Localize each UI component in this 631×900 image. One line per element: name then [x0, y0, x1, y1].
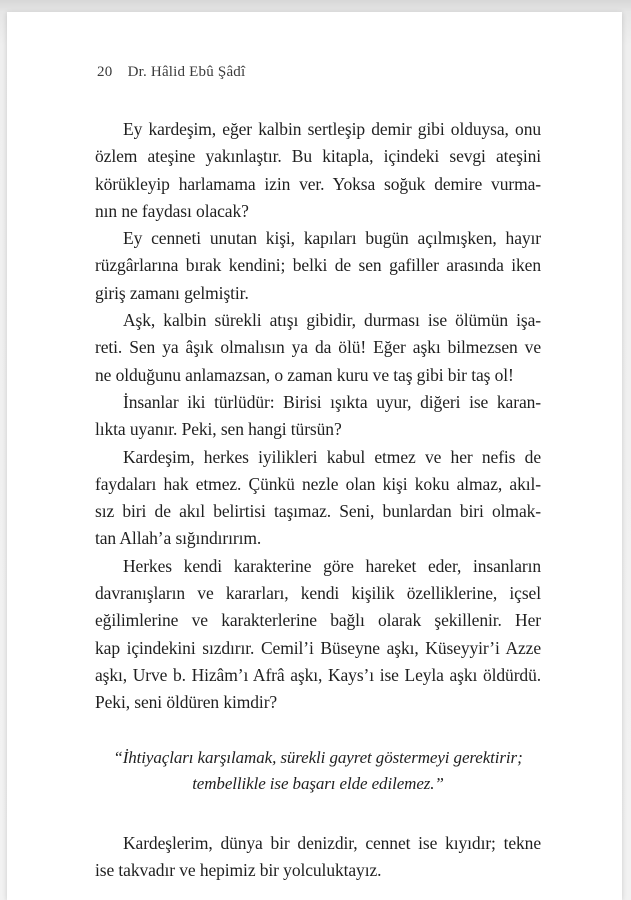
body-text — [95, 116, 541, 884]
book-page — [7, 12, 622, 900]
text-line: sız biri de akıl belirtisi taşımaz. Seni, bunlardan biri olmak- — [95, 501, 541, 522]
text-line: aşkı, Urve b. Hizâm’ı Afrâ aşkı, Kays’ı ise Leyla aşkı öldürdü. — [95, 664, 541, 685]
text-line: özlem ateşine yakınlaştır. Bu kitapla, içindeki sevgi ateşini — [95, 146, 541, 167]
text-line: lıkta uyanır. Peki, sen hangi türsün? — [95, 419, 342, 440]
text-line: ne olduğunu anlamazsan, o zaman kuru ve taş gibi bir taş ol! — [95, 364, 514, 385]
paragraph — [95, 830, 541, 885]
text-line: Ey cenneti unutan kişi, kapıları bugün açılmışken, hayır — [123, 228, 541, 249]
text-line: Kardeşim, herkes iyilikleri kabul etmez ve her nefis de — [123, 446, 541, 467]
text-line: tan Allah’a sığındırırım. — [95, 528, 262, 549]
paragraphs — [95, 116, 541, 717]
text-line: giriş zamanı gelmiştir. — [95, 282, 249, 303]
closing-paragraph — [95, 830, 541, 885]
quote-line: “İhtiyaçları karşılamak, sürekli gayret göstermeyi gerektirir; — [113, 747, 523, 767]
page-content — [7, 12, 622, 884]
text-line: İnsanlar iki türlüdür: Birisi ışıkta uyur, diğeri ise karan- — [123, 391, 541, 412]
page-header — [97, 62, 541, 82]
text-line: nın ne faydası olacak? — [95, 200, 249, 221]
paragraph — [95, 307, 541, 389]
text-line: kap içindekini sızdırır. Cemil’i Büseyne aşkı, Küseyyir’i Azze — [95, 637, 541, 658]
text-line: körükleyip harlamama izin ver. Yoksa soğuk demire vurma- — [95, 173, 541, 194]
text-line: Aşk, kalbin sürekli atışı gibidir, durması ise ölümün işa- — [123, 310, 541, 331]
paragraph — [95, 389, 541, 444]
text-line: Herkes kendi karakterine göre hareket eder, insanların — [123, 555, 541, 576]
quote-line: tembellikle ise başarı elde edilemez.” — [192, 773, 444, 793]
text-line: faydaları hak etmez. Çünkü nezle olan kişi koku almaz, akıl- — [95, 473, 541, 494]
quote-block — [95, 745, 541, 797]
text-line: Ey kardeşim, eğer kalbin sertleşip demir gibi olduysa, onu — [123, 119, 541, 139]
text-line: reti. Sen ya âşık olmalısın ya da ölü! Eğer aşkı bilmezsen ve — [95, 337, 541, 358]
running-title: Dr. Hâlid Ebû Şâdî — [127, 64, 246, 80]
text-line: rüzgârlarına bırak kendini; belki de sen gafiller arasında iken — [95, 255, 541, 276]
paragraph — [95, 553, 541, 717]
text-line: eğilimlerine ve karakterlerine bağlı olarak şekillenir. Her — [95, 610, 541, 631]
text-line: Peki, seni öldüren kimdir? — [95, 692, 278, 713]
text-line: Kardeşlerim, dünya bir denizdir, cennet ise kıyıdır; tekne — [123, 832, 541, 853]
page-number: 20 — [97, 64, 113, 80]
paragraph — [95, 116, 541, 225]
paragraph — [95, 444, 541, 553]
text-line: ise takvadır ve hepimiz bir yolculuktayız. — [95, 859, 382, 880]
text-line: davranışların ve kararları, kendi kişilik özelliklerine, içsel — [95, 583, 541, 604]
paragraph — [95, 225, 541, 307]
